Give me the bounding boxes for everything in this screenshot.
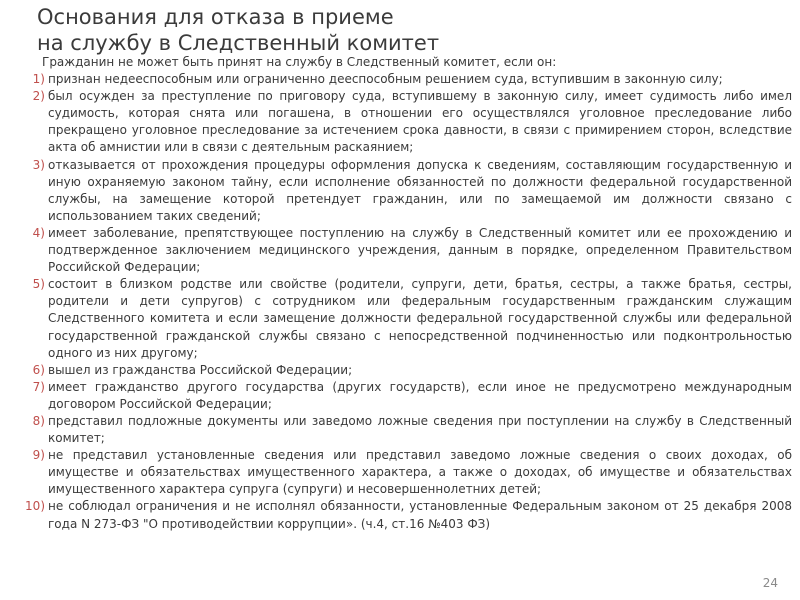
item-text: имеет гражданство другого государства (других государств), если иное не предусмотрено международным договором Российской Федерации; [48,379,792,411]
list-item [16,276,792,361]
item-text: признан недееспособным или ограниченно дееспособным решением суда, вступившим в законную силу; [48,72,723,87]
slide-title-line-1: Основания для отказа в приеме [37,5,394,29]
item-number: 5) [32,277,45,292]
slide-title [37,4,439,56]
slide-title-line-2: на службу в Следственный комитет [37,31,440,55]
list-item [16,157,792,225]
list-item [16,379,792,413]
item-text: имеет заболевание, препятствующее поступлению на службу в Следственный комитет или ее прохождению и подтвержденное заключением медицинского учреждения, данным в порядке, определенном Правительством Российской Федерации; [48,225,792,275]
item-number: 2) [32,89,45,104]
list-item [16,88,792,156]
list-item [16,413,792,447]
grounds-list [16,71,792,533]
item-number: 1) [32,72,45,87]
item-text: не соблюдал ограничения и не исполнял обязанности, установленные Федеральным законом от 25 декабря 2008 года N 273-ФЗ "О противодействии коррупции». (ч.4, ст.16 №403 ФЗ) [48,499,792,531]
item-number: 7) [32,379,45,394]
item-text: представил подложные документы или заведомо ложные сведения при поступлении на службу в Следственный комитет; [48,413,792,446]
item-number: 3) [32,157,45,172]
item-number: 6) [32,362,45,377]
list-item [16,447,792,498]
item-text: был осужден за преступление по приговору суда, вступившему в законную силу, имеет судимость либо имел судимость, которая снята или погашена, в отношении его осуществлялся уголовное преследование либо прекращено уголовное преследование за истечением срока давности, в связи с примирением сторон, вследствие акта об амнистии или в связи с деятельным раскаянием; [48,89,792,155]
item-text: не представил установленные сведения или представил заведомо ложные сведения о своих доходах, об имуществе и обязательствах имущественного характера, а также о доходах, об имуществе и обязательствах имущественного характера супруга (супруги) и несовершеннолетних детей; [48,448,792,497]
item-number: 9) [32,448,45,463]
item-number: 4) [32,225,45,240]
item-text: отказывается от прохождения процедуры оформления допуска к сведениям, составляющим государственную и иную охраняемую законом тайну, если исполнение обязанностей по должности федеральной государственной службы, на замещение которой претендует гражданин, или по замещаемой им должности связано с использованием таких сведений; [48,157,792,223]
item-text: вышел из гражданства Российской Федерации; [48,362,353,377]
page-number: 24 [762,576,778,590]
list-item [16,225,792,276]
list-item [16,498,792,532]
intro-text: Гражданин не может быть принят на службу в Следственный комитет, если он: [42,55,557,69]
list-item [16,362,792,379]
item-number: 10) [25,499,45,514]
item-number: 8) [32,413,45,428]
slide-body [16,54,792,533]
item-text: состоит в близком родстве или свойстве (родители, супруги, дети, братья, сестры, а также братья, сестры, родители и дети супругов) с сотрудником или федеральным государственным гражданским служащим Следственного комитета и если замещение должности федеральной государственной службы или федеральной государственной гражданской службы связано с непосредственной подчиненностью или подконтрольностью одного из них другому; [48,277,792,360]
list-item [16,71,792,88]
